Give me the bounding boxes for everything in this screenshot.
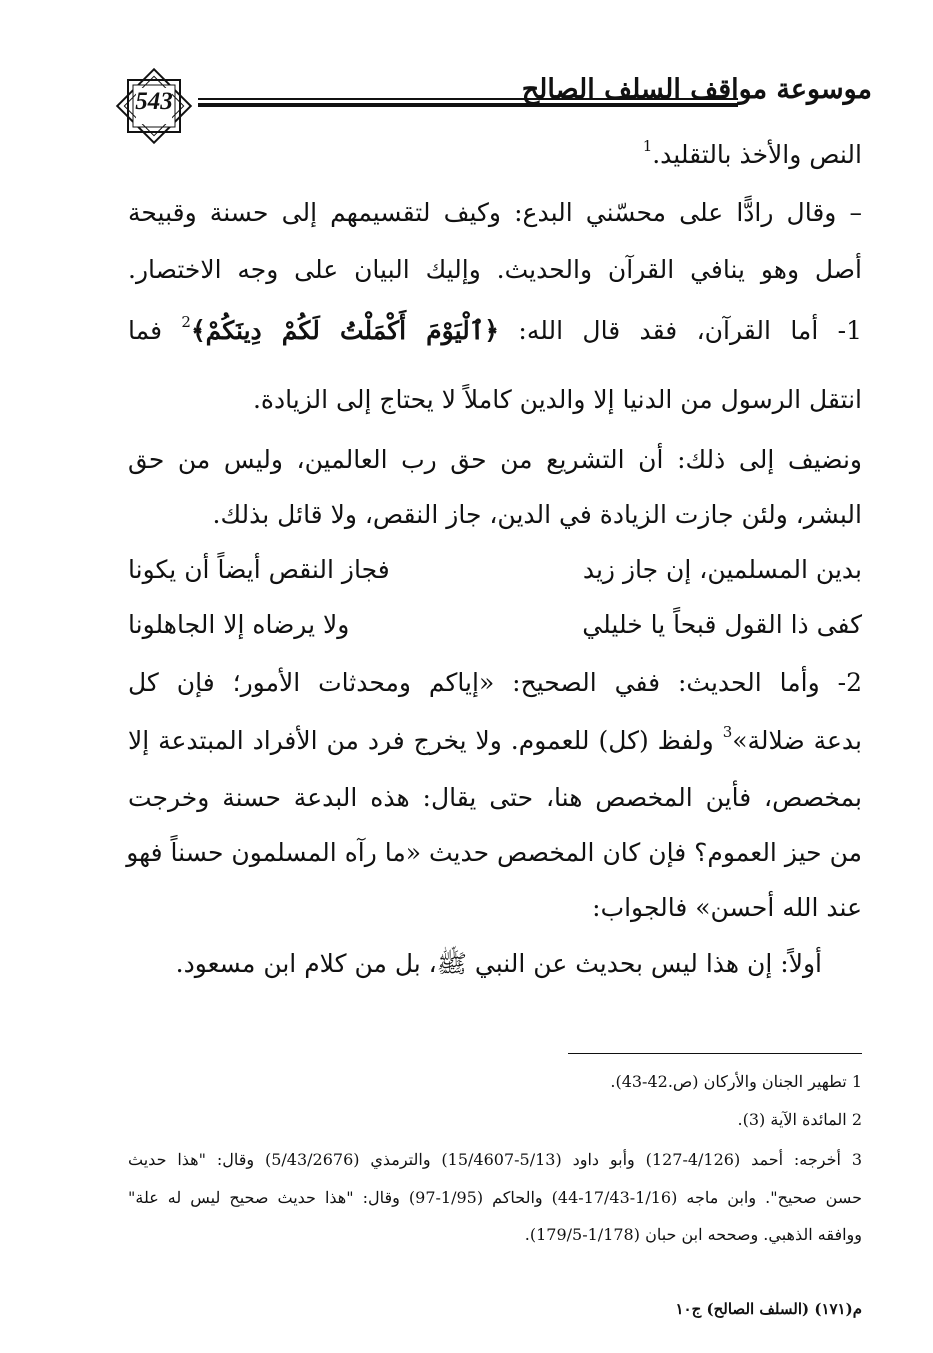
quran-verse: ﴿ٱلْيَوْمَ أَكْمَلْتُ لَكُمْ دِينَكُمْ﴾ <box>190 316 500 345</box>
poem-first-hemistich: كفى ذا القول قبحاً يا خليلي <box>582 610 862 639</box>
text-line: انتقل الرسول من الدنيا إلا والدين كاملاً لا يحتاج إلى الزيادة. <box>252 385 862 414</box>
page-number: 543 <box>135 88 173 115</box>
footnote: 2 المائدة الآية (3). <box>737 1110 862 1129</box>
footnote-separator <box>568 1053 862 1054</box>
line-text: فما <box>128 316 163 345</box>
text-line: من حيز العموم؟ فإن كان المخصص حديث «ما رآه المسلمون حسناً فهو <box>126 838 862 867</box>
footnote-marker: 3 <box>722 723 733 741</box>
line-text: 1- أما القرآن، فقد قال الله: <box>518 316 862 345</box>
footnote: حسن صحيح". وابن ماجه (1/16-17/43-44) والحاكم (1/95-97) وقال: "هذا حديث صحيح ليس له علة" <box>128 1188 863 1207</box>
text-line: أصل وهو ينافي القرآن والحديث. وإليك البيان على وجه الاختصار. <box>128 255 862 284</box>
footnote: 3 أخرجه: أحمد (4/126-127) وأبو داود (5/13-15/4607) والترمذي (5/43/2676) وقال: "هذا حديث <box>128 1150 862 1169</box>
text-line: 2- وأما الحديث: ففي الصحيح: «إياكم ومحدثات الأمور؛ فإن كل <box>128 668 862 697</box>
text-line: أولاً: إن هذا ليس بحديث عن النبي ﷺ، بل من كلام ابن مسعود. <box>175 949 822 978</box>
line-text: ولفظ (كل) للعموم. ولا يخرج فرد من الأفراد المبتدعة إلا <box>128 726 714 755</box>
text-line: عند الله أحسن» فالجواب: <box>592 893 862 922</box>
text-line <box>128 313 862 345</box>
text-line: – وقال رادًّا على محسّني البدع: وكيف لتقسيمهم إلى حسنة وقبيحة <box>128 198 862 227</box>
footnote-marker: 1 <box>642 137 653 155</box>
text-line: بمخصص، فأين المخصص هنا، حتى يقال: هذه البدعة حسنة وخرجت <box>128 783 862 812</box>
page-number-badge <box>112 64 196 148</box>
line-text: بدعة ضلالة» <box>732 726 863 755</box>
poem-first-hemistich: بدين المسلمين، إن جاز زيد <box>582 555 862 584</box>
book-title: موسوعة مواقف السلف الصالح <box>521 74 872 105</box>
line-text: النص والأخذ بالتقليد. <box>652 140 862 169</box>
text-line: البشر، ولئن جازت الزيادة في الدين، جاز النقص، ولا قائل بذلك. <box>212 500 862 529</box>
text-line: ونضيف إلى ذلك: أن التشريع من حق رب العالمين، وليس من حق <box>128 445 862 474</box>
poem-second-hemistich: ولا يرضاه إلا الجاهلونا <box>128 610 350 639</box>
footnote: 1 تطهير الجنان والأركان (ص.42-43). <box>610 1072 862 1091</box>
text-line <box>128 137 862 169</box>
text-line <box>128 723 863 755</box>
footnote: ووافقه الذهبي. وصححه ابن حبان (1/178-179/5). <box>524 1225 862 1244</box>
footnote-marker: 2 <box>181 313 191 331</box>
page-header <box>112 60 872 150</box>
poem-second-hemistich: فجاز النقص أيضاً أن يكونا <box>128 555 390 584</box>
page-footer-signature: م(١٧١) (السلف الصالح) ج١٠ <box>675 1300 862 1318</box>
